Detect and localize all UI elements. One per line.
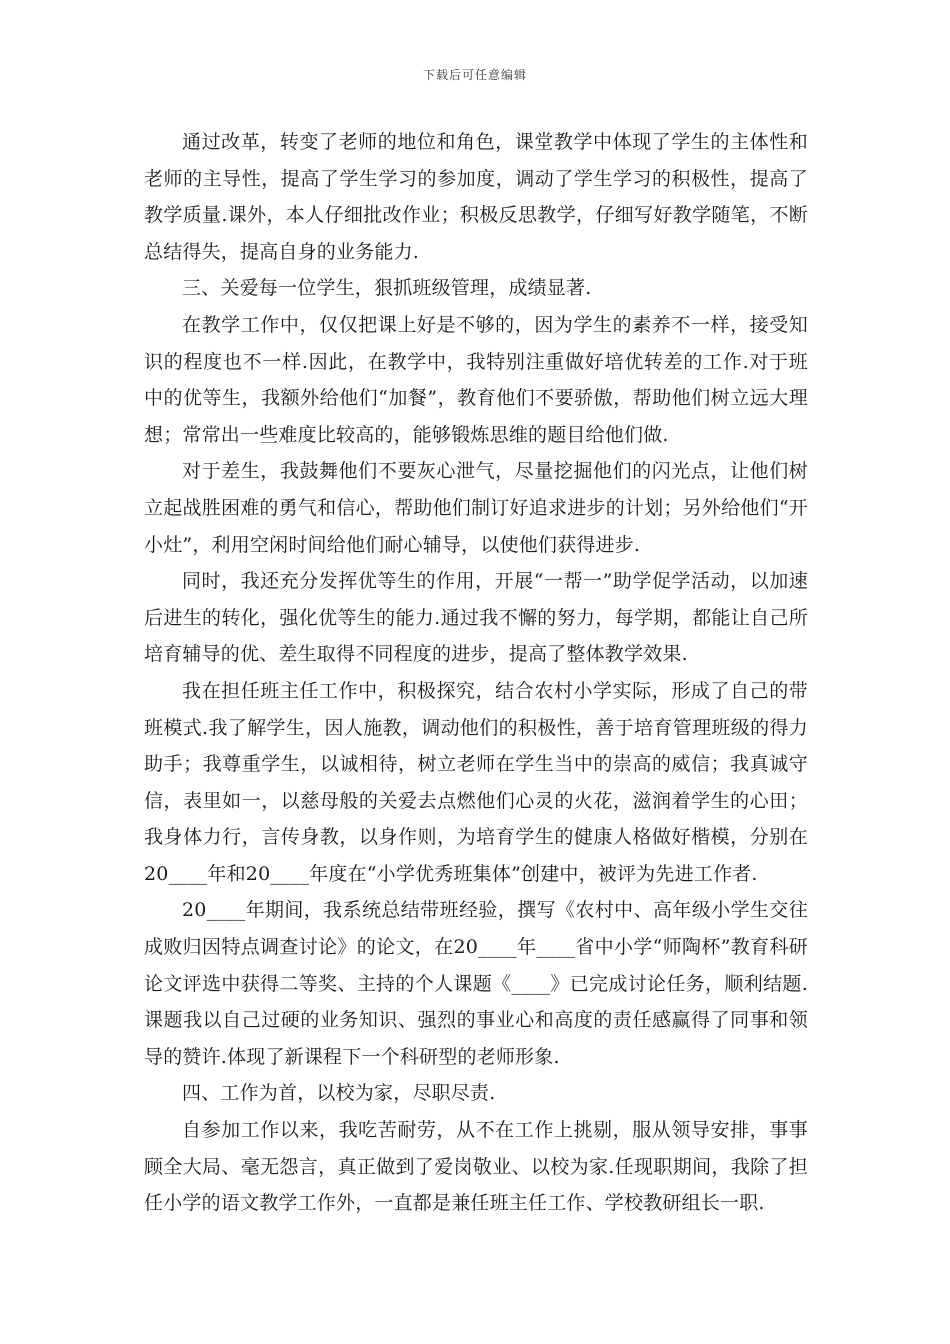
paragraph-1: 通过改革，转变了老师的地位和角色，课堂教学中体现了学生的主体性和老师的主导性，提高了学生学习的参加度，调动了学生学习的积极性，提高了教学质量.课外，本人仔细批改作业；积极反思教学，仔细写好教学随笔，不断总结得失，提高自身的业务能力. (144, 131, 808, 263)
paragraph-4: 同时，我还充分发挥优等生的作用，开展“一帮一”助学促学活动，以加速后进生的转化，强化优等生的能力.通过我不懈的努力，每学期，都能让自己所培育辅导的优、差生取得不同程度的进步，提高了整体教学效果. (144, 570, 808, 666)
paragraph-3: 对于差生，我鼓舞他们不要灰心泄气，尽量挖掘他们的闪光点，让他们树立起战胜困难的勇气和信心，帮助他们制订好追求进步的计划；另外给他们“开小灶”，利用空闲时间给他们耐心辅导，以使他们获得进步. (144, 460, 808, 556)
section-heading-4: 四、工作为首，以校为家，尽职尽责. (182, 1082, 496, 1105)
paragraph-6: 20____年期间，我系统总结带班经验，撰写《农村中、高年级小学生交往成败归因特点调查讨论》的论文，在20____年____省中小学“师陶杯”教育科研论文评选中获得二等奖、主持的个人课题《____》已完成讨论任务，顺利结题.课题我以自己过硬的业务知识、强烈的事业心和高度的责任感赢得了同事和领导的赞许.体现了新课程下一个科研型的老师形象. (144, 899, 808, 1068)
page-header: 下载后可任意编辑 (422, 68, 527, 82)
paragraph-2: 在教学工作中，仅仅把课上好是不够的，因为学生的素养不一样，接受知识的程度也不一样.因此，在教学中，我特别注重做好培优转差的工作.对于班中的优等生，我额外给他们“加餐”，教育他们不要骄傲，帮助他们树立远大理想；常常出一些难度比较高的，能够锻炼思维的题目给他们做. (144, 313, 808, 446)
paragraph-7: 自参加工作以来，我吃苦耐劳，从不在工作上挑剔，服从领导安排，事事顾全大局、毫无怨言，真正做到了爱岗敬业、以校为家.任现职期间，我除了担任小学的语文教学工作外，一直都是兼任班主任工作、学校教研组长一职. (144, 1119, 808, 1215)
paragraph-5: 我在担任班主任工作中，积极探究，结合农村小学实际，形成了自己的带班模式.我了解学生，因人施教，调动他们的积极性，善于培育管理班级的得力助手；我尊重学生，以诚相待，树立老师在学生当中的崇高的威信；我真诚守信，表里如一，以慈母般的关爱去点燃他们心灵的火花，滋润着学生的心田；我身体力行，言传身教，以身作则，为培育学生的健康人格做好楷模，分别在20____年和20____年度在“小学优秀班集体”创建中，被评为先进工作者. (144, 679, 808, 885)
section-heading-3: 三、关爱每一位学生，狠抓班级管理，成绩显著. (182, 277, 592, 300)
document-body (144, 124, 808, 1222)
